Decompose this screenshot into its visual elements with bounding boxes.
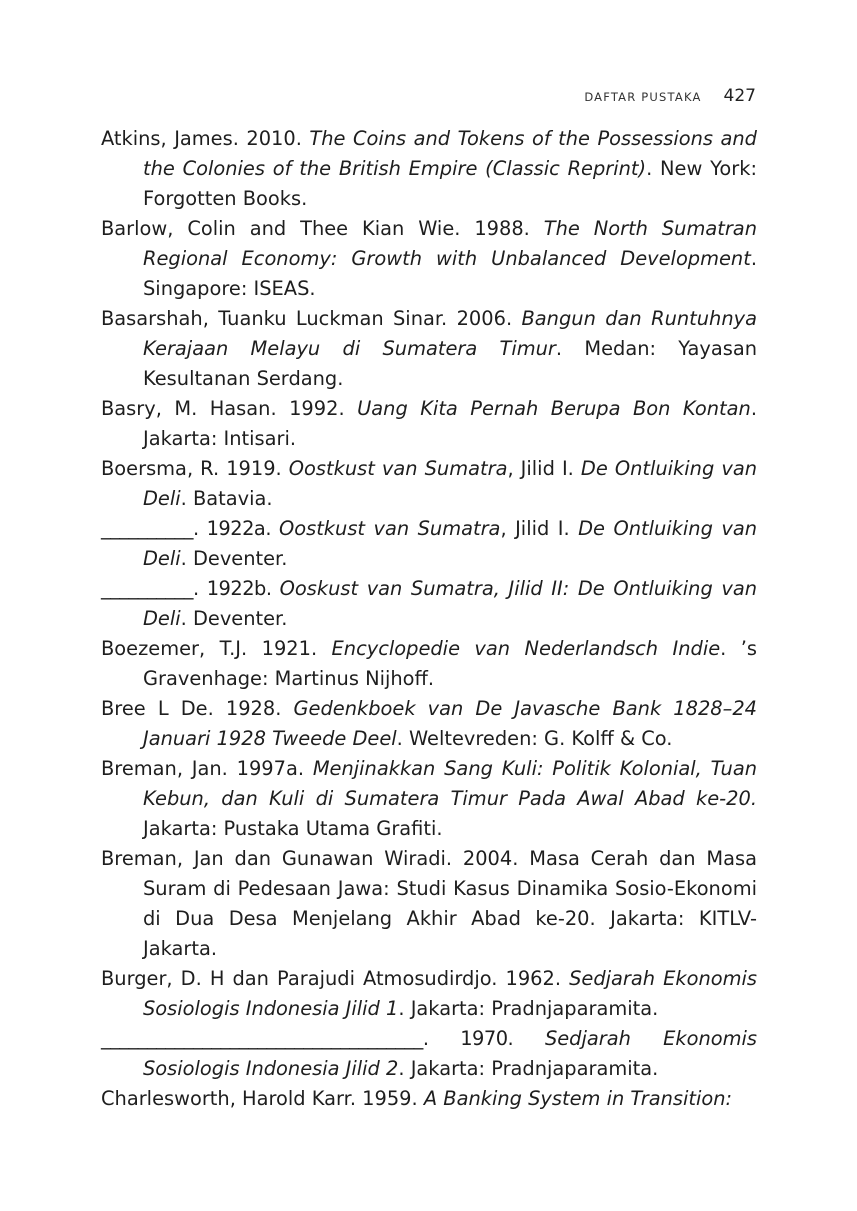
bibliography-entry: Basarshah, Tuanku Luckman Sinar. 2006. Bangun dan Runtuhnya Kerajaan Melayu di Sumatera Timur. Medan: Yayasan Kesultanan Serdang. [101,307,757,390]
bibliography-entry: Boezemer, T.J. 1921. Encyclopedie van Nederlandsch Indie. ’s Gravenhage: Martinus Nijhoff. [101,637,757,690]
page-header [584,86,756,106]
bibliography-entry: Basry, M. Hasan. 1992. Uang Kita Pernah Berupa Bon Kontan. Jakarta: Intisari. [101,397,757,450]
bibliography-entry: Breman, Jan. 1997a. Menjinakkan Sang Kuli: Politik Kolonial, Tuan Kebun, dan Kuli di Sumatera Timur Pada Awal Abad ke-20. Jakarta: Pustaka Utama Grafiti. [101,757,757,840]
running-title: DAFTAR PUSTAKA [584,90,702,104]
bibliography-entry: __________. 1922a. Oostkust van Sumatra, Jilid I. De Ontluiking van Deli. Deventer. [101,517,757,570]
bibliography-entry: Burger, D. H dan Parajudi Atmosudirdjo. 1962. Sedjarah Ekonomis Sosiologis Indonesia Jilid 1. Jakarta: Pradnjaparamita. [101,967,757,1020]
bibliography-entry: Barlow, Colin and Thee Kian Wie. 1988. The North Sumatran Regional Economy: Growth with Unbalanced Development. Singapore: ISEAS. [101,217,757,300]
bibliography-entry: ___________________________________. 1970. Sedjarah Ekonomis Sosiologis Indonesia Jilid 2. Jakarta: Pradnjaparamita. [101,1027,757,1080]
bibliography-entry: Atkins, James. 2010. The Coins and Tokens of the Possessions and the Colonies of the British Empire (Classic Reprint). New York: Forgotten Books. [101,127,757,210]
bibliography-entry: Breman, Jan dan Gunawan Wiradi. 2004. Masa Cerah dan Masa Suram di Pedesaan Jawa: Studi Kasus Dinamika Sosio-Ekonomi di Dua Desa Menjelang Akhir Abad ke-20. Jakarta: KITLV-Jakarta. [101,847,757,960]
bibliography-entry: Boersma, R. 1919. Oostkust van Sumatra, Jilid I. De Ontluiking van Deli. Batavia. [101,457,757,510]
bibliography-entry: Bree L De. 1928. Gedenkboek van De Javasche Bank 1828–24 Januari 1928 Tweede Deel. Weltevreden: G. Kolff & Co. [101,697,758,750]
bibliography-list [101,124,757,1114]
bibliography-entry: Charlesworth, Harold Karr. 1959. A Banking System in Transition: [101,1087,733,1110]
bibliography-entry: __________. 1922b. Ooskust van Sumatra, Jilid II: De Ontluiking van Deli. Deventer. [101,577,758,630]
page-number: 427 [723,86,756,106]
